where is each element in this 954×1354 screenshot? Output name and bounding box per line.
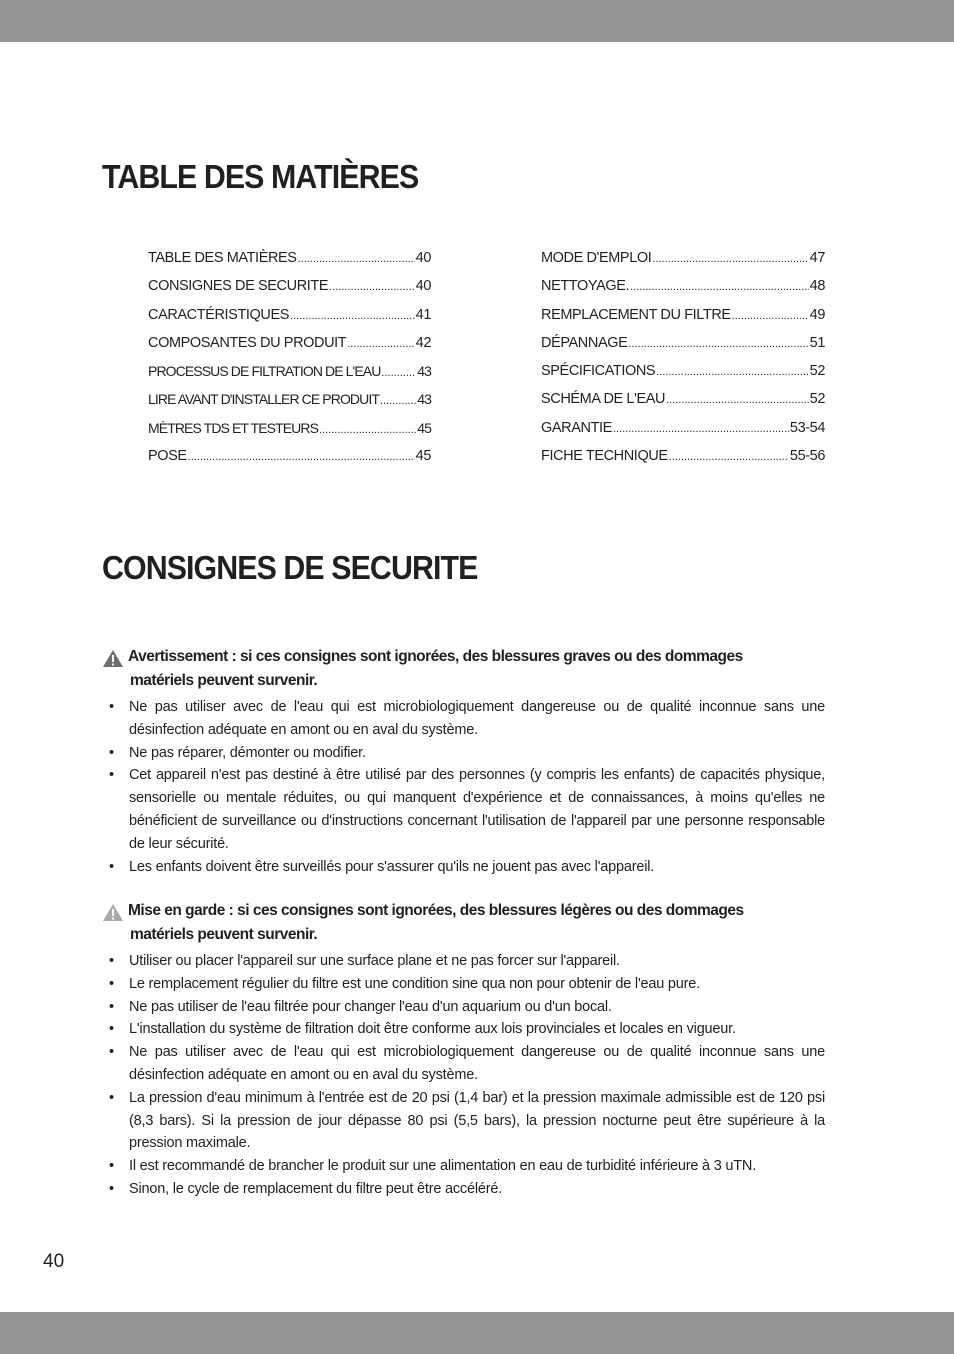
toc-entry-page: 52 [809,363,825,380]
warning-heading [102,645,825,693]
toc-entry-page: 55-56 [789,448,825,465]
top-header-band [0,0,954,42]
list-item-text: Ne pas utiliser avec de l'eau qui est microbiologiquement dangereuse ou de qualité inconnue sans une désinfection adéquate en amont ou en aval du système. [129,699,825,738]
toc-leader-dots [666,394,809,406]
toc-leader-dots [380,395,416,407]
caution-heading-line2: matériels peuvent survenir. [130,926,318,943]
list-item [102,696,825,742]
toc-entry[interactable] [541,363,825,391]
bullet-dot: • [109,1044,114,1061]
list-item [102,950,825,973]
toc-entry-label: FICHE TECHNIQUE [541,448,668,465]
toc-entry-page: 52 [809,391,825,408]
toc-leader-dots [630,281,809,293]
toc-entry[interactable] [148,250,431,278]
toc-entry-page: 49 [809,306,825,323]
toc-entry-label: POSE [148,448,187,465]
list-item [102,1155,825,1178]
toc-entry-label: DÉPANNAGE [541,334,628,351]
bullet-dot: • [109,975,114,992]
toc-entry-label: LIRE AVANT D'INSTALLER CE PRODUIT [148,391,379,408]
toc-entry-label: REMPLACEMENT DU FILTRE [541,306,731,323]
warning-triangle-icon [102,649,124,668]
toc-entry-label: NETTOYAGE. [541,278,630,295]
toc-entry-label: MODE D'EMPLOI [541,250,652,266]
toc-entry[interactable] [148,363,431,391]
toc-entry-label: COMPOSANTES DU PRODUIT [148,334,347,351]
toc-entry-label: CARACTÉRISTIQUES [148,306,290,323]
toc-entry[interactable] [148,391,431,419]
list-item-text: Le remplacement régulier du filtre est une condition sine qua non pour obtenir de l'eau pure. [129,975,700,992]
toc-leader-dots [732,310,809,322]
bullet-dot: • [109,767,114,784]
toc-entry-label: CONSIGNES DE SECURITE [148,278,329,295]
caution-heading-line1: Mise en garde : si ces consignes sont ignorées, des blessures légères ou des dommages [128,902,744,919]
toc-leader-dots [669,451,789,463]
toc-entry[interactable] [148,278,431,306]
toc-entry-label: SCHÉMA DE L'EAU [541,391,666,408]
toc-entry-label: TABLE DES MATIÈRES [148,250,297,266]
toc-title: TABLE DES MATIÈRES [102,158,419,195]
toc-entry-page: 43 [417,391,431,408]
toc-leader-dots [381,367,416,379]
toc-entry-page: 45 [417,419,431,436]
toc-leader-dots [319,424,416,436]
list-item-text: Ne pas utiliser de l'eau filtrée pour changer l'eau d'un aquarium ou d'un bocal. [129,998,612,1015]
toc-entry-page: 42 [415,334,431,351]
toc-left-column [148,250,431,476]
list-item-text: Ne pas utiliser avec de l'eau qui est microbiologiquement dangereuse ou de qualité inconnue sans une désinfection adéquate en amont ou en aval du système. [129,1044,825,1083]
toc-leader-dots [290,310,415,322]
toc-leader-dots [347,338,414,350]
toc-entry[interactable] [148,307,431,335]
toc-entry[interactable] [541,250,825,278]
toc-leader-dots [188,451,415,463]
safety-title: CONSIGNES DE SECURITE [102,549,478,586]
toc-entry[interactable] [541,278,825,306]
list-item [102,856,825,879]
toc-entry-page: 41 [415,306,431,323]
toc-entry[interactable] [541,307,825,335]
bullet-dot: • [109,1158,114,1175]
bullet-dot: • [109,1180,114,1197]
toc-entry-page: 51 [809,334,825,351]
toc-leader-dots [656,366,808,378]
toc-entry[interactable] [148,420,431,448]
bullet-dot: • [109,744,114,761]
toc-leader-dots [298,253,415,265]
bullet-dot: • [109,953,114,969]
list-item-text: Sinon, le cycle de remplacement du filtre peut être accéléré. [129,1180,503,1197]
bullet-dot: • [109,1021,114,1038]
warning-list [102,696,825,878]
caution-list [102,950,825,1201]
list-item-text: Utiliser ou placer l'appareil sur une surface plane et ne pas forcer sur l'appareil. [129,953,620,969]
list-item [102,764,825,855]
toc-entry-page: 48 [809,278,825,295]
toc-entry[interactable] [541,391,825,419]
bullet-dot: • [109,699,114,715]
toc-leader-dots [628,338,808,350]
bullet-dot: • [109,858,114,875]
toc-entry-label: SPÉCIFICATIONS [541,363,656,380]
caution-heading [102,899,825,947]
toc-entry-page: 43 [417,363,431,380]
list-item-text: Les enfants doivent être surveillés pour s'assurer qu'ils ne jouent pas avec l'appareil. [129,858,655,875]
toc-entry-label: PROCESSUS DE FILTRATION DE L'EAU [148,363,381,380]
toc-right-column [541,250,825,476]
toc-leader-dots [613,423,789,435]
toc-entry-label: MÈTRES TDS ET TESTEURS [148,419,319,436]
bottom-footer-band [0,1312,954,1354]
list-item [102,1041,825,1087]
bullet-dot: • [109,1089,114,1106]
list-item-text: Cet appareil n'est pas destiné à être utilisé par des personnes (y compris les enfants) de capacités physique, sensorielle ou mentale réduites, ou qui manquent d'expérience et de connaissances, à moins qu'elles ne bénéficient de surveillance ou d'instructions concernant l'utilisation de l'appareil par une personne responsable de leur sécurité. [129,767,825,852]
warning-heading-line2: matériels peuvent survenir. [130,672,318,689]
toc-entry[interactable] [148,448,431,476]
list-item-text: Ne pas réparer, démonter ou modifier. [129,744,366,761]
page-number: 40 [43,1251,65,1272]
toc-leader-dots [652,253,808,265]
list-item-text: L'installation du système de filtration doit être conforme aux lois provinciales et locales en vigueur. [129,1021,736,1038]
caution-triangle-icon [102,903,124,922]
list-item [102,973,825,996]
list-item [102,1087,825,1155]
toc-entry[interactable] [148,335,431,363]
list-item-text: Il est recommandé de brancher le produit sur une alimentation en eau de turbidité inférieure à 3 uTN. [129,1158,757,1175]
toc-entry[interactable] [541,448,825,476]
list-item [102,1178,825,1201]
toc-entry-label: GARANTIE [541,419,612,436]
list-item [102,1018,825,1041]
warning-heading-line1: Avertissement : si ces consignes sont ignorées, des blessures graves ou des dommages [128,648,743,665]
bullet-dot: • [109,998,114,1015]
toc-entry-page: 40 [415,250,431,266]
toc-entry-page: 53-54 [789,419,825,436]
toc-entry[interactable] [541,420,825,448]
list-item [102,996,825,1019]
toc-leader-dots [329,281,415,293]
list-item-text: La pression d'eau minimum à l'entrée est de 20 psi (1,4 bar) et la pression maximale admissible est de 120 psi (8,3 bars). Si la pression de jour dépasse 80 psi (5,5 bars), la pression nocturne peut être supérieure à la pression maximale. [129,1089,825,1152]
toc-entry-page: 47 [809,250,825,266]
toc-entry-page: 45 [415,448,431,465]
toc-entry-page: 40 [415,278,431,295]
list-item [102,742,825,765]
toc-entry[interactable] [541,335,825,363]
